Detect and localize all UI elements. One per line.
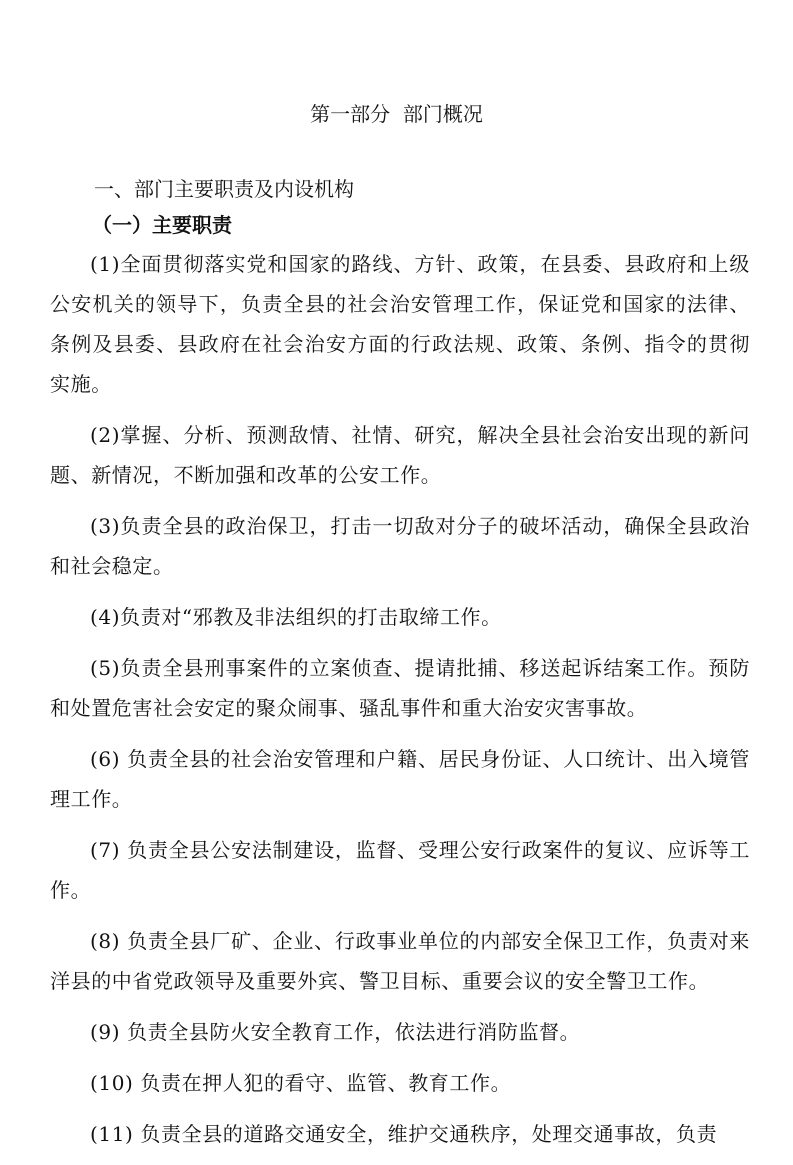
subsection-heading: （一）主要职责 (92, 213, 232, 237)
duties-list (50, 244, 750, 1165)
duty-paragraph-4: (4)负责对“邪教及非法组织的打击取缔工作。 (90, 605, 502, 629)
duty-paragraph-10: (10) 负责在押人犯的看守、监管、教育工作。 (90, 1071, 512, 1095)
duty-paragraph-5: (5)负责全县刑事案件的立案侦查、提请批捕、移送起诉结案工作。预防和处置危害社会安定的聚众闹事、骚乱事件和重大治安灾害事故。 (50, 656, 750, 720)
duty-paragraph-8: (8) 负责全县厂矿、企业、行政事业单位的内部安全保卫工作，负责对来洋县的中省党政领导及重要外宾、警卫目标、重要会议的安全警卫工作。 (50, 929, 750, 993)
duty-paragraph-2: (2)掌握、分析、预测敌情、社情、研究，解决全县社会治安出现的新问题、新情况，不断加强和改革的公安工作。 (50, 423, 750, 487)
duty-paragraph-7: (7) 负责全县公安法制建设，监督、受理公安行政案件的复议、应诉等工作。 (50, 838, 750, 902)
duty-paragraph-3: (3)负责全县的政治保卫，打击一切敌对分子的破坏活动，确保全县政治和社会稳定。 (50, 514, 750, 578)
section-heading: 一、部门主要职责及内设机构 (94, 177, 354, 201)
duty-paragraph-11: (11) 负责全县的道路交通安全，维护交通秩序，处理交通事故，负责 (90, 1122, 718, 1146)
duty-paragraph-9: (9) 负责全县防火安全教育工作，依法进行消防监督。 (90, 1020, 581, 1044)
duty-paragraph-1: (1)全面贯彻落实党和国家的路线、方针、政策，在县委、县政府和上级公安机关的领导下，负责全县的社会治安管理工作，保证党和国家的法律、条例及县委、县政府在社会治安方面的行政法规、政策、条例、指令的贯彻实施。 (50, 252, 750, 396)
duty-paragraph-6: (6) 负责全县的社会治安管理和户籍、居民身份证、人口统计、出入境管理工作。 (50, 747, 750, 811)
page-title: 第一部分 部门概况 (310, 102, 483, 126)
